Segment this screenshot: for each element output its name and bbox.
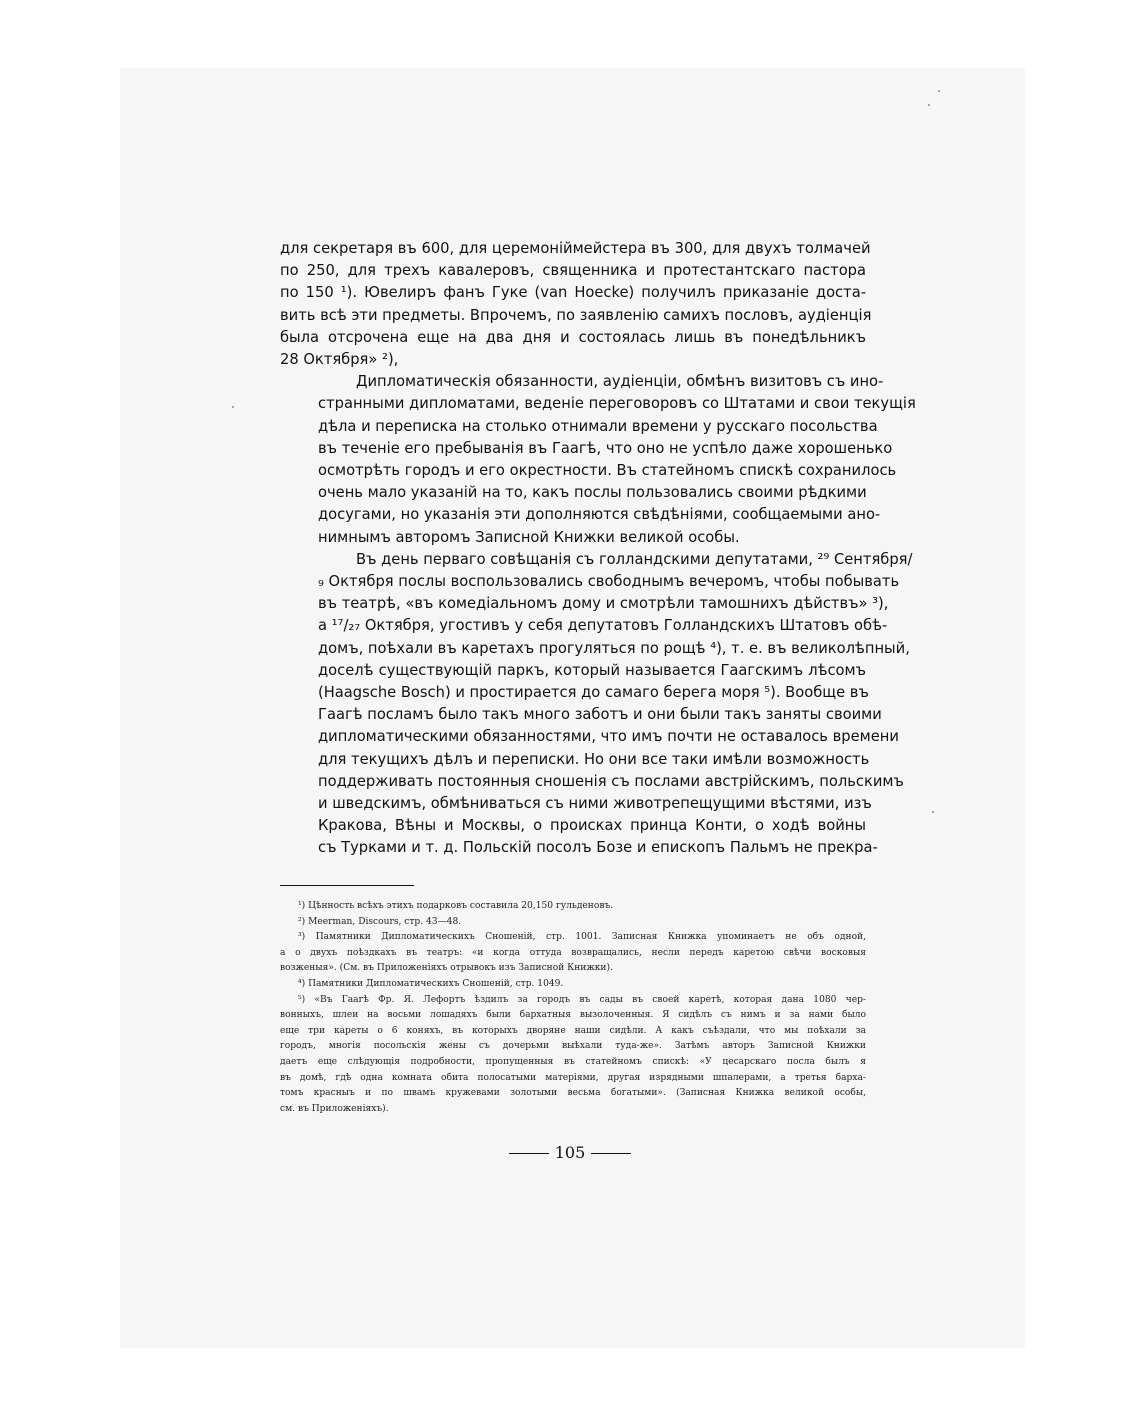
footnote-line: возженыя». (См. въ Приложенiяхъ отрывокъ изъ Записной Книжки). bbox=[280, 963, 613, 974]
text-line: досугами, но указанiя эти дополняются свѣдѣнiями, сообщаемыми ано- bbox=[318, 506, 881, 524]
scan-speck bbox=[232, 406, 234, 408]
text-line: дѣла и переписка на столько отнимали времени у русскаго посольства bbox=[318, 417, 878, 435]
text-line: въ теченiе его пребыванiя въ Гаагѣ, что оно не успѣло даже хорошенько bbox=[318, 439, 893, 457]
text-line: по 250, для трехъ кавалеровъ, священника и протестантскаго пастора bbox=[280, 262, 866, 280]
text-line: для секретаря въ 600, для церемонiймейстера въ 300, для двухъ толмачей bbox=[280, 240, 871, 257]
text-line: Гаагѣ посламъ было такъ много заботъ и они были такъ заняты своими bbox=[318, 706, 882, 724]
text-line: Въ день перваго совѣщанiя съ голландскими депутатами, ²⁹ Сентября/ bbox=[356, 550, 913, 568]
text-line: а ¹⁷/₂₇ Октября, угостивъ у себя депутатовъ Голландскихъ Штатовъ обѣ- bbox=[318, 617, 888, 635]
scan-speck bbox=[938, 90, 940, 92]
footnote-line: въ домѣ, гдѣ одна комната обита полосатыми матерiями, другая изрядными шпалерами, а третья барха- bbox=[280, 1072, 866, 1083]
text-line: дипломатическими обязанностями, что имъ почти не оставалось времени bbox=[318, 728, 899, 746]
footnote-line: ⁴) Памятники Дипломатическихъ Сношенiй, стр. 1049. bbox=[298, 978, 564, 989]
footnote-rule bbox=[280, 885, 414, 886]
footnote-line: городъ, многiя посольскiя жены съ дочерьми выѣхали туда-же». Затѣмъ авторъ Записной Книжки bbox=[280, 1041, 866, 1052]
footnotes bbox=[280, 899, 866, 1117]
footnote-line: еще три кареты о 6 коняхъ, въ которыхъ дворяне наши сидѣли. А какъ съѣздали, что мы поѣхали за bbox=[280, 1025, 866, 1036]
text-line: Кракова, Вѣны и Москвы, о происках принца Конти, о ходѣ войны bbox=[318, 817, 866, 835]
paragraph bbox=[280, 371, 916, 549]
text-line: была отсрочена еще на два дня и состоялась лишь въ понедѣльникъ bbox=[280, 328, 866, 346]
footnote bbox=[280, 993, 866, 1118]
text-line: поддерживать постоянныя сношенiя съ послами австрiйскимъ, польскимъ bbox=[318, 772, 904, 790]
scan-speck bbox=[932, 811, 934, 813]
text-line: домъ, поѣхали въ каретахъ прогуляться по рощѣ ⁴), т. е. въ великолѣпный, bbox=[318, 639, 910, 657]
page-number-dash-left bbox=[509, 1153, 549, 1154]
text-line: нимнымъ авторомъ Записной Книжки великой особы. bbox=[318, 528, 740, 546]
footnote bbox=[280, 915, 866, 931]
text-line: странными дипломатами, веденiе переговоровъ со Штатами и свои текущiя bbox=[318, 395, 916, 413]
footnote-line: даетъ еще слѣдующiя подробности, пропущенныя въ статейномъ спискѣ: «У цесарскаго посла былъ я bbox=[280, 1056, 866, 1067]
page-number-dash-right bbox=[591, 1153, 631, 1154]
footnote bbox=[280, 899, 866, 915]
text-line: ₉ Октября послы воспользовались свободнымъ вечеромъ, чтобы побывать bbox=[318, 573, 900, 591]
footnote bbox=[280, 977, 866, 993]
text-line: 28 Октября» ²), bbox=[280, 351, 399, 369]
text-line: Дипломатическiя обязанности, аудiенцiи, обмѣнъ визитовъ съ ино- bbox=[356, 373, 884, 391]
footnote-line: ³) Памятники Дипломатическихъ Сношенiй, стр. 1001. Записная Книжка упоминаетъ не объ одной, bbox=[298, 932, 866, 943]
text-line: для текущихъ дѣлъ и переписки. Но они все таки имѣли возможность bbox=[318, 750, 870, 768]
text-line: осмотрѣть городъ и его окрестности. Въ статейномъ спискѣ сохранилось bbox=[318, 462, 897, 480]
text-line: по 150 ¹). Ювелиръ фанъ Гуке (van Hoecke) получилъ приказанiе доста- bbox=[280, 284, 866, 302]
scan-speck bbox=[928, 104, 930, 106]
footnote-line: см. въ Приложенiяхъ). bbox=[280, 1103, 389, 1114]
text-line: (Haagsche Bosch) и простирается до самаго берега моря ⁵). Вообще въ bbox=[318, 684, 869, 702]
footnote-line: томъ красныъ и по швамъ кружевами золотыми весьма богатыми». (Записная Книжка великой особы, bbox=[280, 1088, 866, 1099]
paragraph bbox=[280, 549, 913, 860]
footnote-line: ²) Meerman, Discours, стр. 43—48. bbox=[298, 916, 462, 927]
text-line: съ Турками и т. д. Польскiй посолъ Бозе и епископъ Пальмъ не прекра- bbox=[318, 839, 878, 857]
footnote-line: вонныхъ, шлеи на восьми лошадяхъ были бархатныя вызолоченныя. Я сидѣлъ съ нимъ и за нами было bbox=[280, 1010, 866, 1021]
page-number-text: 105 bbox=[554, 1143, 586, 1162]
footnote-line: ⁵) «Въ Гаагѣ Фр. Я. Лефортъ ѣздилъ за городъ въ сады въ своей каретѣ, которая дана 1080 чер- bbox=[298, 994, 866, 1005]
text-line: вить всѣ эти предметы. Впрочемъ, по заявленiю самихъ пословъ, аудiенцiя bbox=[280, 306, 872, 324]
footnote-line: ¹) Цѣнность всѣхъ этихъ подарковъ составила 20,150 гульденовъ. bbox=[298, 901, 614, 911]
page-number bbox=[470, 1143, 670, 1162]
main-text bbox=[280, 238, 916, 860]
footnote bbox=[280, 930, 866, 977]
text-line: доселѣ существующiй паркъ, который называется Гаагскимъ лѣсомъ bbox=[318, 661, 866, 679]
text-line: и шведскимъ, обмѣниваться съ ними животрепещущими вѣстями, изъ bbox=[318, 795, 872, 813]
text-line: въ театрѣ, «въ комедiальномъ дому и смотрѣли тамошнихъ дѣйствъ» ³), bbox=[318, 595, 889, 613]
text-line: очень мало указанiй на то, какъ послы пользовались своими рѣдкими bbox=[318, 484, 867, 502]
footnote-line: а о двухъ поѣздкахъ въ театръ: «и когда оттуда возвращались, несли передъ каретою свѣчи восковыя bbox=[280, 947, 866, 958]
paragraph bbox=[280, 238, 872, 371]
